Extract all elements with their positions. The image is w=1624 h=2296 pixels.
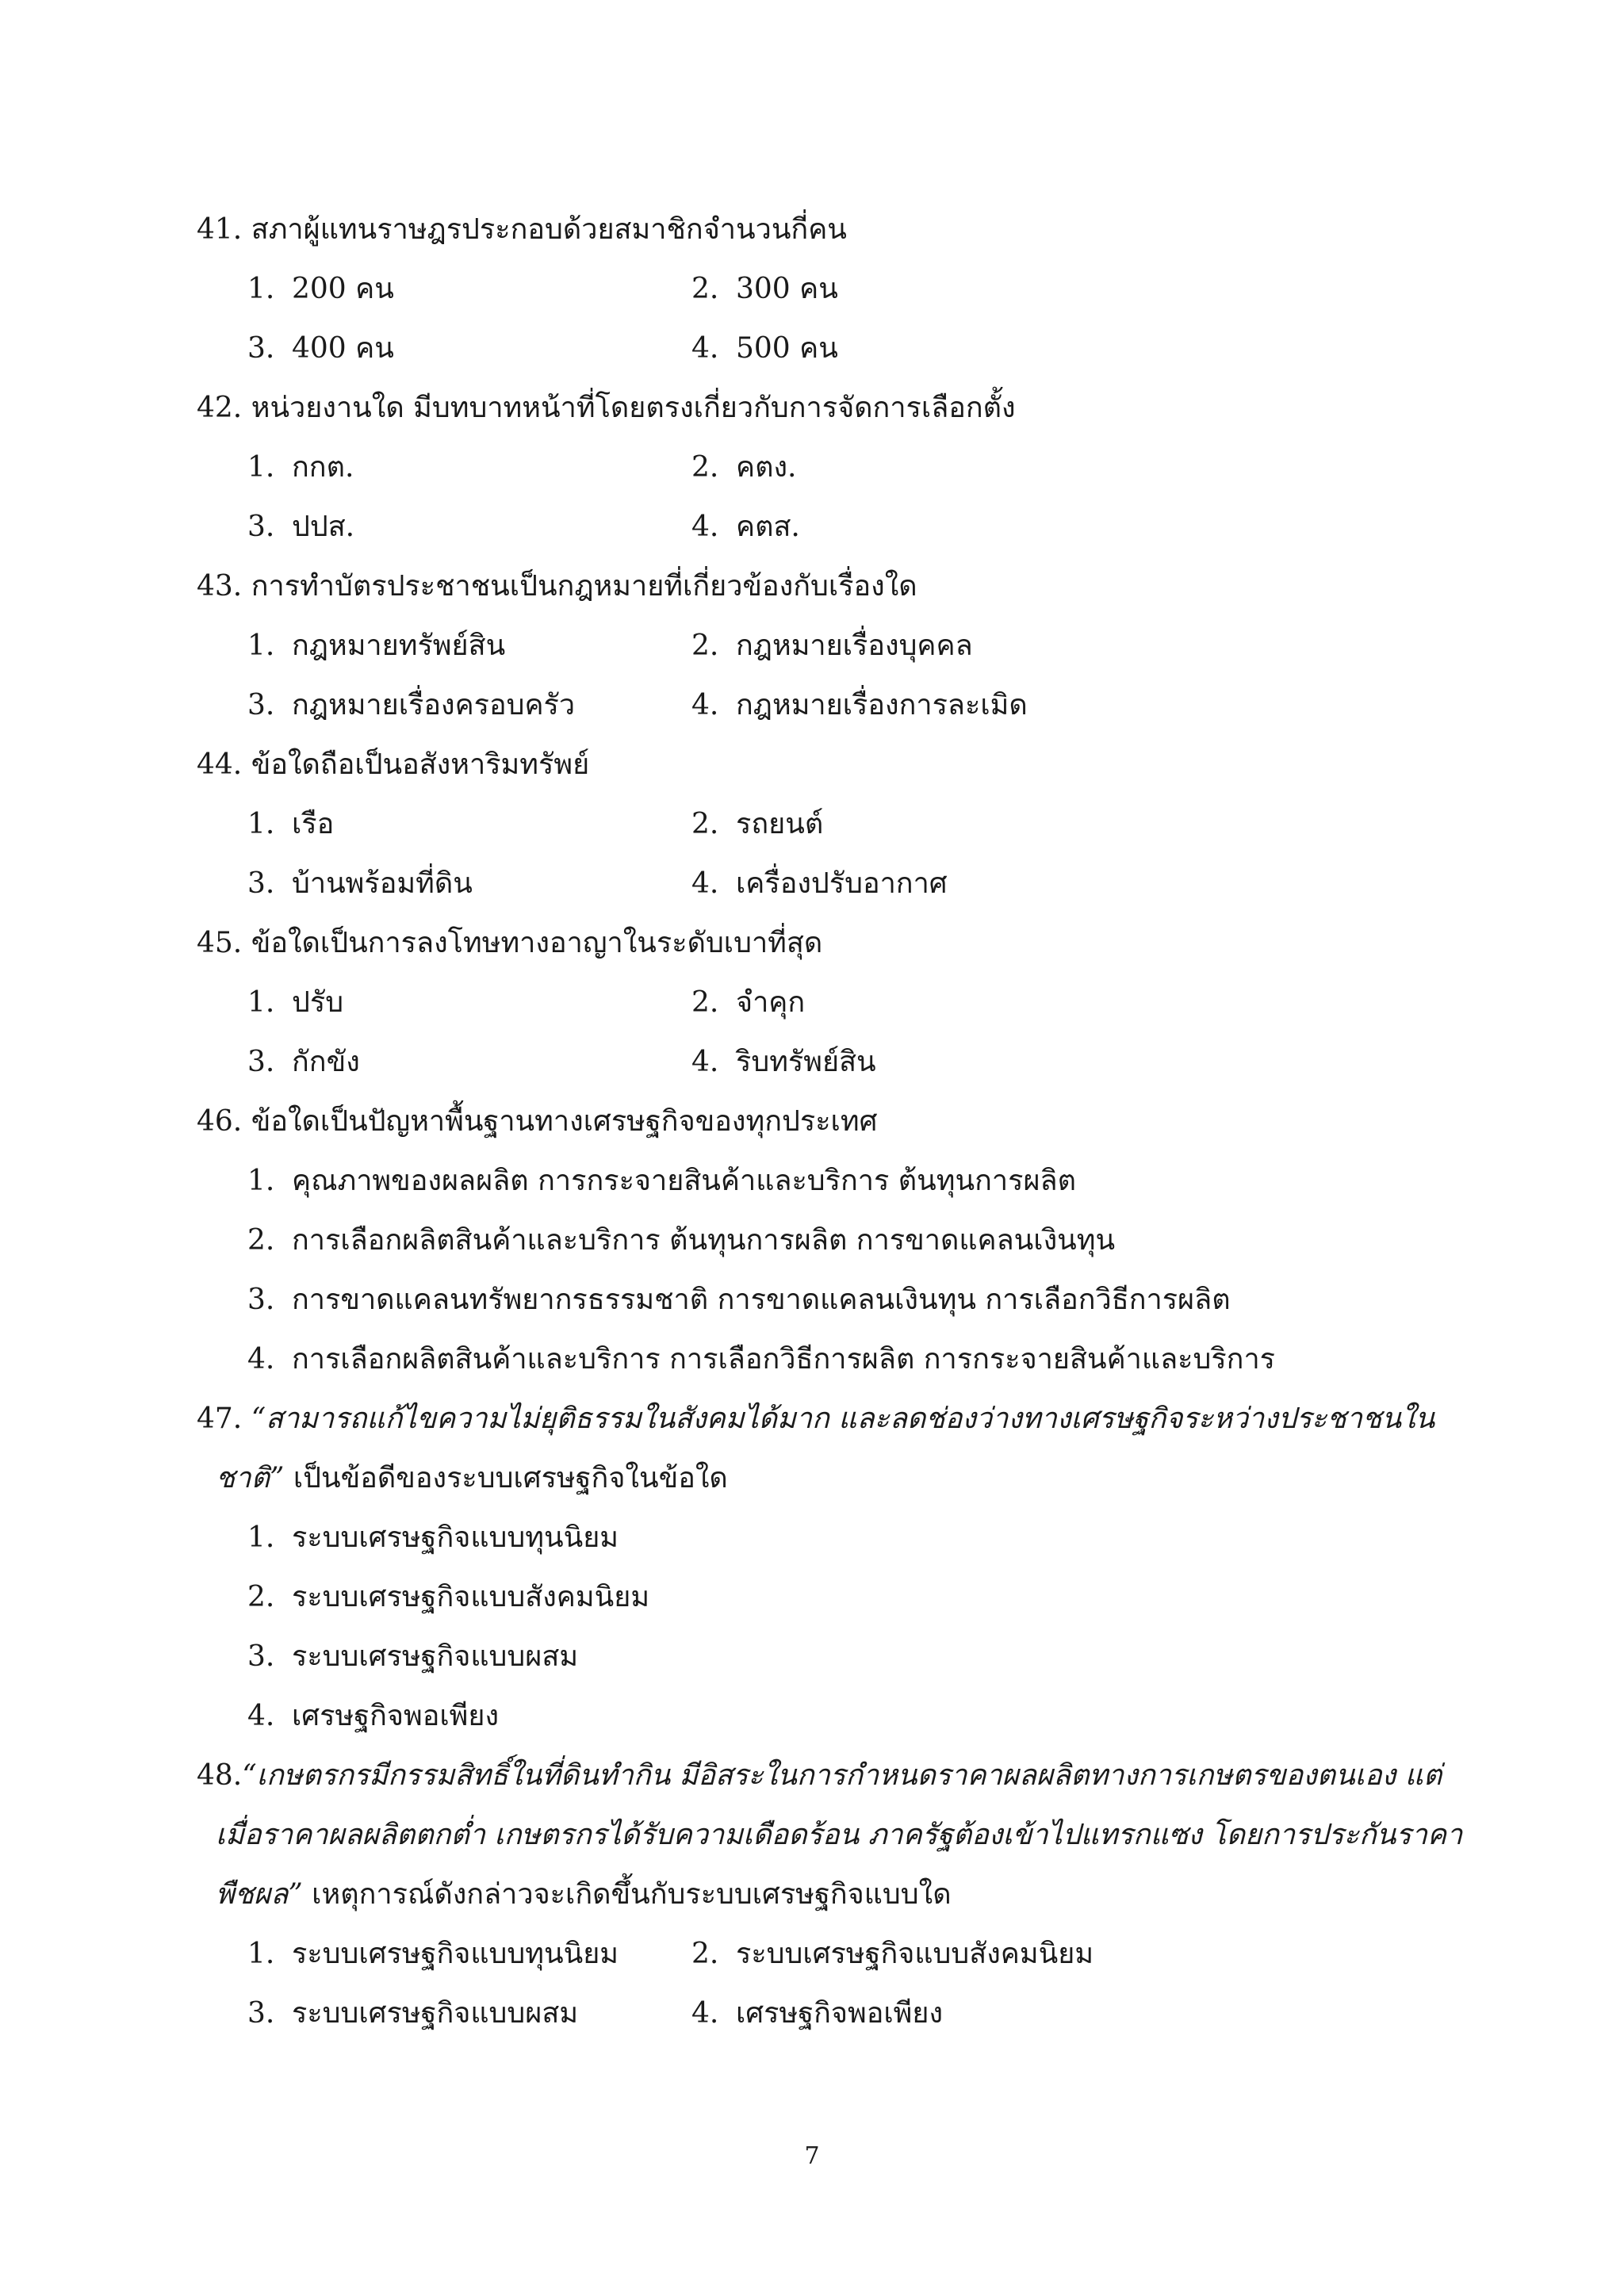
option-number: 1. [247,451,275,484]
option-2 [691,973,1136,1032]
question-stem [197,913,1434,973]
question-text: หน่วยงานใด มีบทบาทหน้าที่โดยตรงเกี่ยวกับการจัดการเลือกตั้ง [251,392,1016,424]
question-41 [197,200,1434,378]
option-3 [247,319,691,378]
question-text: การทำบัตรประชาชนเป็นกฎหมายที่เกี่ยวข้องกับเรื่องใด [251,570,917,603]
options-grid [247,259,1434,378]
question-text: เป็นข้อดีของระบบเศรษฐกิจในข้อใด [284,1462,728,1494]
option-number: 1. [247,808,275,840]
option-number: 3. [247,1640,275,1673]
question-stem [197,557,1434,616]
option-4 [691,675,1136,735]
question-stem [197,735,1434,794]
option-number: 2. [691,1938,719,1970]
question-number: 42. [197,392,243,424]
question-text: ข้อใดถือเป็นอสังหาริมทรัพย์ [251,748,590,781]
question-continuation [197,1865,1434,1924]
option-number: 1. [247,1938,275,1970]
option-4 [691,1984,1136,2043]
option-text: การขาดแคลนทรัพยากรธรรมชาติ การขาดแคลนเงินทุน การเลือกวิธีการผลิต [292,1284,1231,1316]
question-number: 43. [197,570,243,603]
question-quote-line-3: พืชผล” [216,1878,303,1911]
option-1 [247,438,691,497]
option-text: 500 คน [736,332,838,365]
option-text: 200 คน [292,273,394,305]
option-text: คุณภาพของผลผลิต การกระจายสินค้าและบริการ ต้นทุนการผลิต [292,1165,1076,1197]
option-3 [247,854,691,913]
question-text: เหตุการณ์ดังกล่าวจะเกิดขึ้นกับระบบเศรษฐกิจแบบใด [302,1878,952,1911]
options-grid [247,794,1434,913]
option-2 [691,794,1136,854]
option-1 [247,1151,1434,1211]
question-number: 44. [197,748,243,781]
option-text: เครื่องปรับอากาศ [736,867,948,900]
question-text: ข้อใดเป็นการลงโทษทางอาญาในระดับเบาที่สุด [251,927,823,959]
option-number: 2. [247,1581,275,1613]
option-text: ปรับ [292,986,344,1019]
option-text: 400 คน [292,332,394,365]
option-text: รถยนต์ [736,808,824,840]
option-2 [247,1567,1434,1627]
option-text: ระบบเศรษฐกิจแบบทุนนิยม [292,1938,619,1970]
option-number: 3. [247,1997,275,2030]
question-number: 41. [197,213,243,246]
question-44 [197,735,1434,913]
option-number: 4. [247,1343,275,1376]
option-number: 4. [691,1046,719,1078]
option-number: 3. [247,689,275,721]
question-text: สภาผู้แทนราษฎรประกอบด้วยสมาชิกจำนวนกี่คน [251,213,847,246]
question-continuation [197,1805,1463,1865]
option-text: กฎหมายเรื่องครอบครัว [292,689,576,721]
option-text: การเลือกผลิตสินค้าและบริการ การเลือกวิธีการผลิต การกระจายสินค้าและบริการ [292,1343,1275,1376]
question-stem [197,1746,1442,1805]
option-2 [691,438,1136,497]
question-stem [197,378,1434,438]
option-number: 2. [691,629,719,662]
option-text: กฎหมายเรื่องบุคคล [736,629,973,662]
question-46 [197,1092,1434,1389]
options-grid [247,438,1434,557]
option-number: 3. [247,867,275,900]
option-number: 4. [691,867,719,900]
option-text: จำคุก [736,986,806,1019]
question-48 [197,1746,1463,2043]
page-number: 7 [804,2142,820,2170]
option-number: 1. [247,629,275,662]
option-3 [247,675,691,735]
option-text: กักขัง [292,1046,360,1078]
option-number: 2. [691,273,719,305]
option-text: กกต. [292,451,354,484]
option-number: 1. [247,1165,275,1197]
option-text: การเลือกผลิตสินค้าและบริการ ต้นทุนการผลิต การขาดแคลนเงินทุน [292,1224,1116,1257]
option-1 [247,1508,1434,1567]
option-number: 4. [247,1700,275,1732]
question-quote-line-2: ชาติ” [216,1462,285,1494]
option-4 [691,854,1136,913]
option-text: คตส. [736,511,800,543]
question-continuation [197,1448,1434,1508]
question-text: ข้อใดเป็นปัญหาพื้นฐานทางเศรษฐกิจของทุกประเทศ [251,1105,878,1138]
option-2 [691,1924,1136,1984]
option-number: 4. [691,689,719,721]
options-grid [247,616,1434,735]
option-number: 2. [691,808,719,840]
option-number: 2. [691,986,719,1019]
option-number: 2. [247,1224,275,1257]
option-text: ระบบเศรษฐกิจแบบสังคมนิยม [292,1581,650,1613]
option-2 [691,616,1136,675]
option-text: บ้านพร้อมที่ดิน [292,867,473,900]
question-quote-line-2: เมื่อราคาผลผลิตตกต่ำ เกษตรกรได้รับความเดือดร้อน ภาครัฐต้องเข้าไปแทรกแซง โดยการประกันราคา [216,1819,1463,1851]
option-3 [247,1627,1434,1686]
option-number: 3. [247,1046,275,1078]
question-stem [197,1389,1434,1448]
question-number: 46. [197,1105,243,1138]
option-text: ระบบเศรษฐกิจแบบผสม [292,1997,579,2030]
option-3 [247,1270,1434,1330]
option-1 [247,616,691,675]
options-grid [247,1924,1434,2043]
option-4 [691,319,1136,378]
option-number: 3. [247,511,275,543]
option-3 [247,1032,691,1092]
question-47 [197,1389,1434,1746]
option-1 [247,259,691,319]
option-4 [691,497,1136,557]
question-number: 45. [197,927,243,959]
question-45 [197,913,1434,1092]
question-42 [197,378,1434,557]
option-number: 3. [247,332,275,365]
option-4 [247,1686,1434,1746]
option-2 [691,259,1136,319]
option-1 [247,1924,691,1984]
option-number: 1. [247,273,275,305]
option-4 [691,1032,1136,1092]
option-3 [247,1984,691,2043]
option-1 [247,794,691,854]
option-text: คตง. [736,451,797,484]
option-4 [247,1330,1434,1389]
option-2 [247,1211,1434,1270]
option-text: เศรษฐกิจพอเพียง [736,1997,944,2030]
option-text: กฎหมายเรื่องการละเมิด [736,689,1028,721]
option-text: ระบบเศรษฐกิจแบบทุนนิยม [292,1521,619,1554]
option-number: 3. [247,1284,275,1316]
question-quote-line-1: “เกษตรกรมีกรรมสิทธิ์ในที่ดินทำกิน มีอิสระในการกำหนดราคาผลผลิตทางการเกษตรของตนเอง แต่ [242,1759,1442,1792]
option-number: 2. [691,451,719,484]
question-43 [197,557,1434,735]
options-list [247,1508,1434,1746]
option-text: เศรษฐกิจพอเพียง [292,1700,500,1732]
option-text: เรือ [292,808,335,840]
option-number: 4. [691,511,719,543]
option-text: ปปส. [292,511,355,543]
option-text: ระบบเศรษฐกิจแบบผสม [292,1640,579,1673]
option-number: 4. [691,332,719,365]
option-text: ระบบเศรษฐกิจแบบสังคมนิยม [736,1938,1094,1970]
question-number: 47. [197,1402,243,1435]
question-stem [197,1092,1434,1151]
question-stem [197,200,1434,259]
option-text: กฎหมายทรัพย์สิน [292,629,506,662]
option-text: 300 คน [736,273,838,305]
options-grid [247,973,1434,1092]
option-number: 4. [691,1997,719,2030]
question-quote-line-1: “สามารถแก้ไขความไม่ยุติธรรมในสังคมได้มาก และลดช่องว่างทางเศรษฐกิจระหว่างประชาชนใน [251,1402,1435,1435]
option-text: ริบทรัพย์สิน [736,1046,876,1078]
option-3 [247,497,691,557]
question-number: 48. [197,1759,243,1792]
option-number: 1. [247,1521,275,1554]
options-list [247,1151,1434,1389]
option-number: 1. [247,986,275,1019]
option-1 [247,973,691,1032]
